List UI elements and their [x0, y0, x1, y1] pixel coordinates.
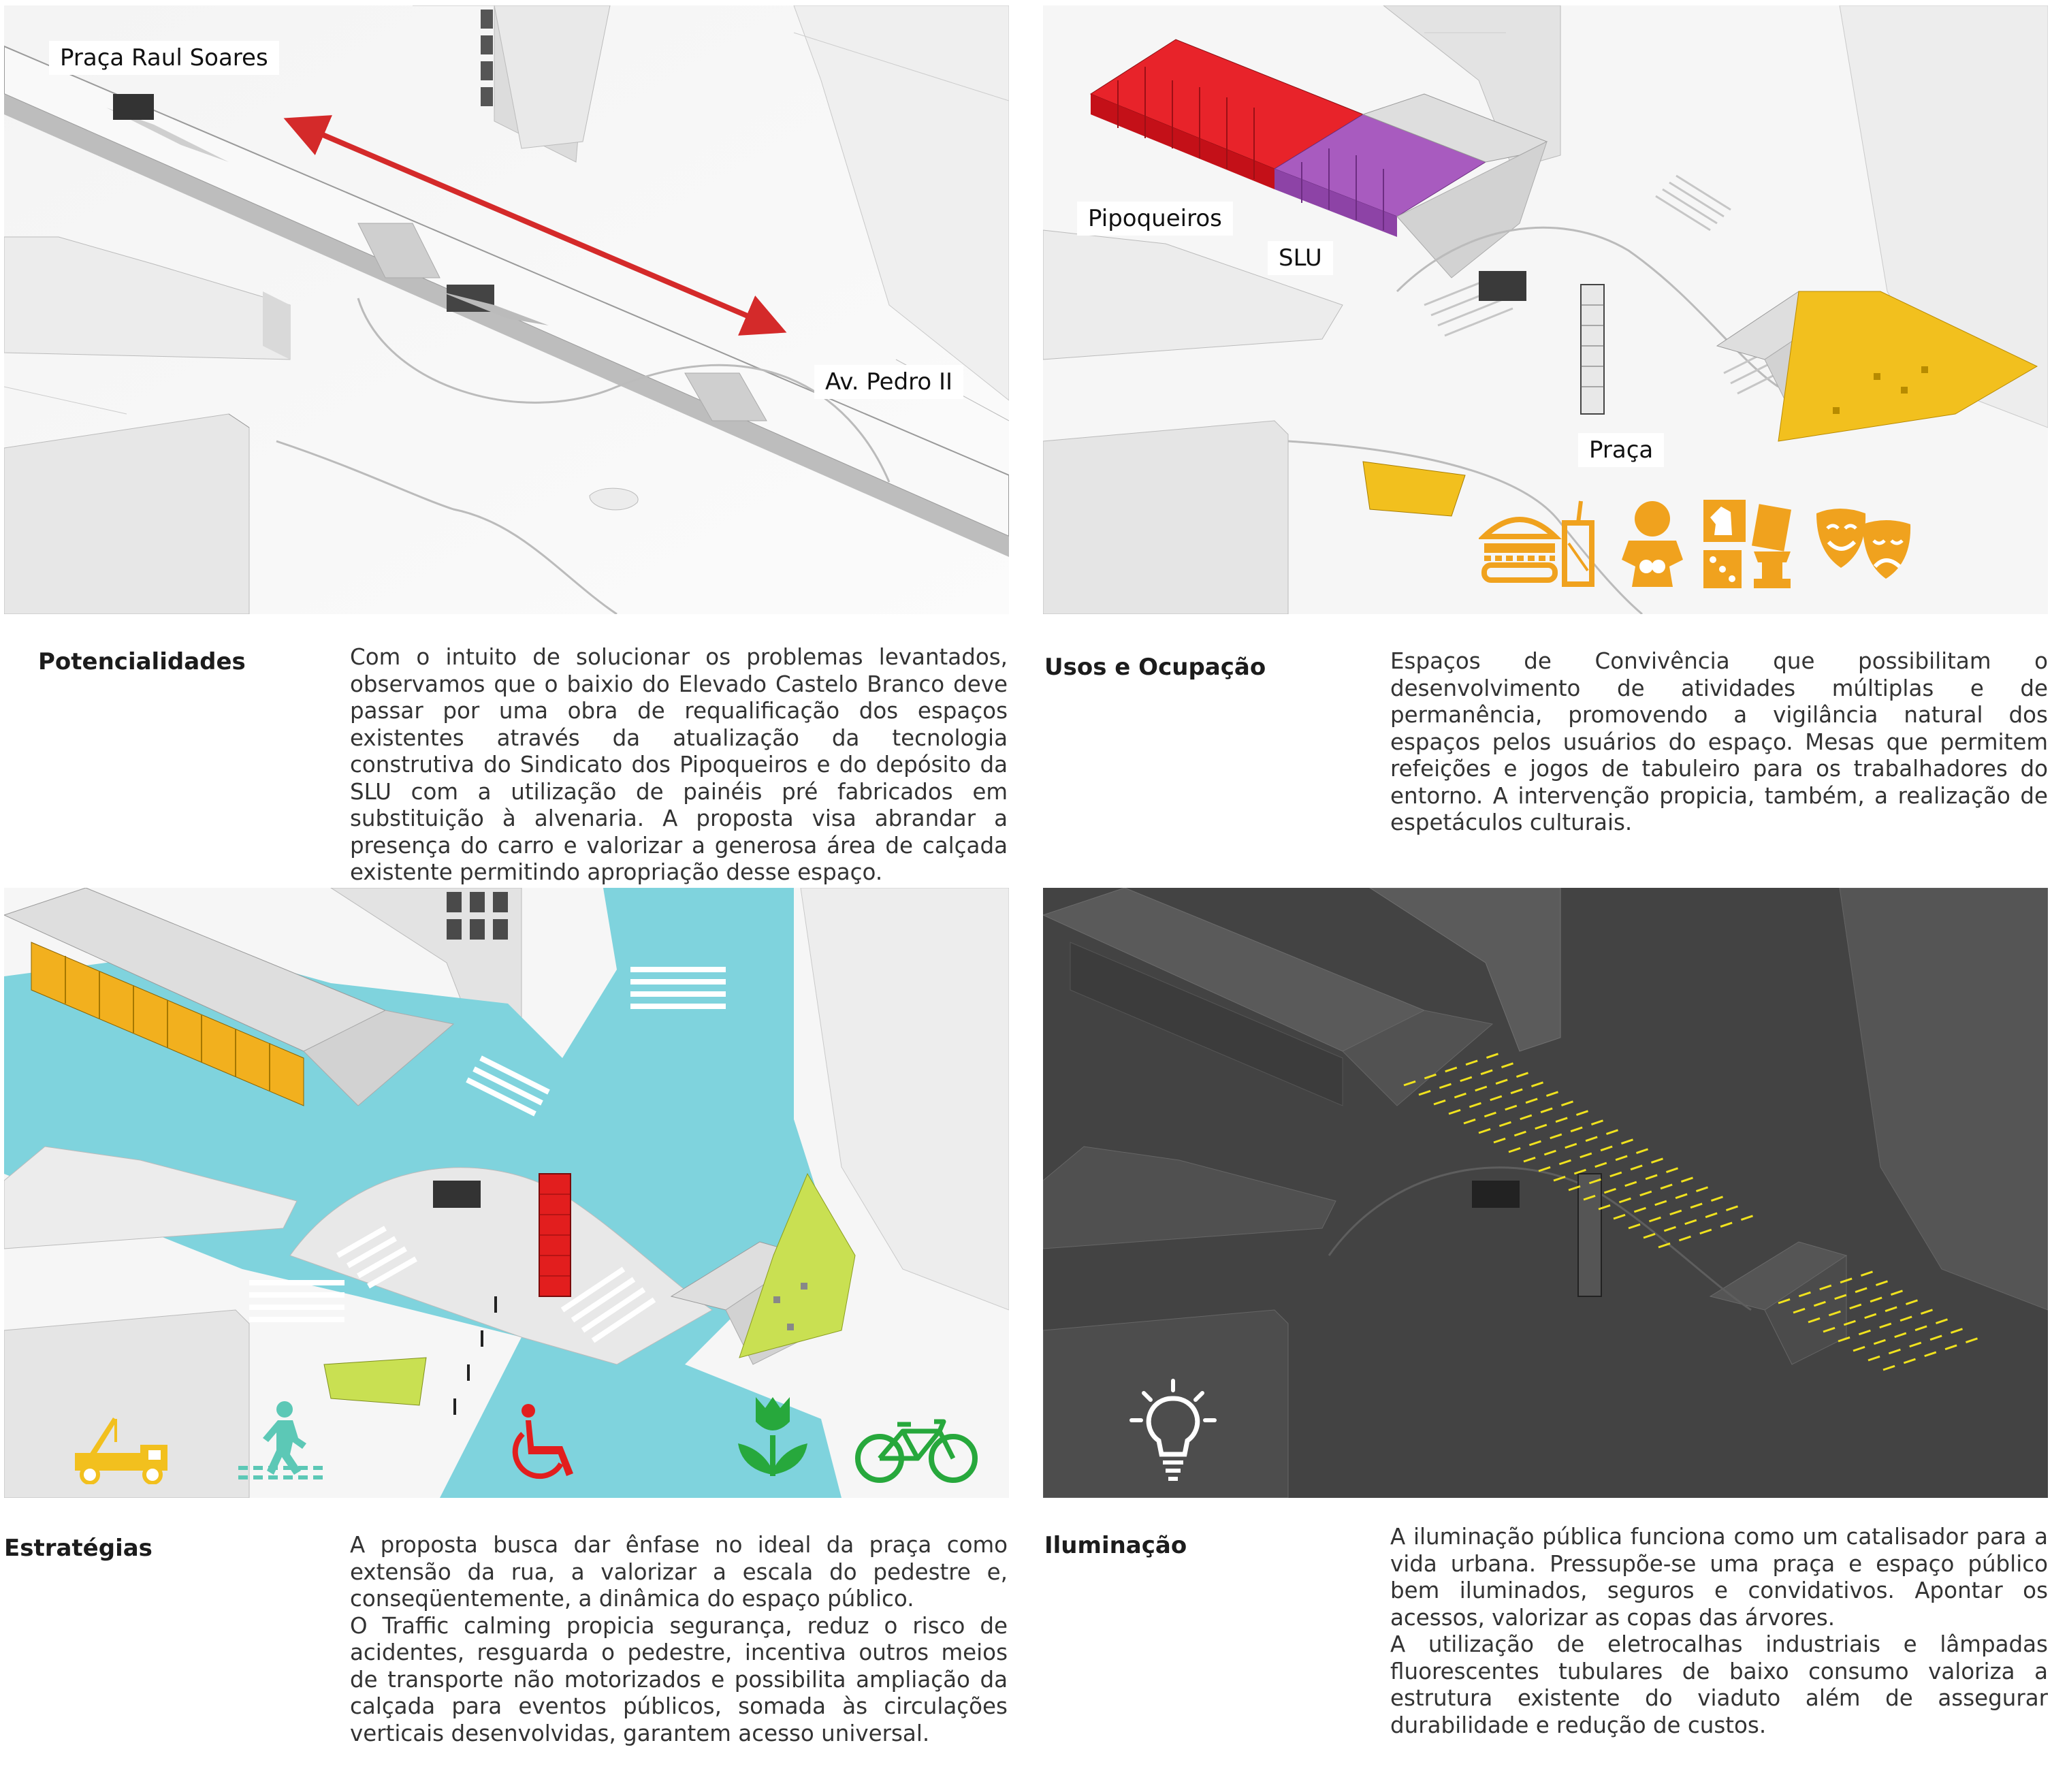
- text-potencialidades: [350, 644, 1008, 886]
- heading-potencialidades: Potencialidades: [38, 648, 246, 675]
- heading-estrategias: Estratégias: [4, 1535, 153, 1562]
- panel-iluminacao: [1043, 888, 2048, 1498]
- paragraph-usos-ocupacao: Espaços de Convivência que possibilitam o desenvolvimento de atividades múltiplas e de permanência, promovendo a vigilância natural dos espaços pelos usuários do espaço. Mesas que permitem refeições e jogos de tabuleiro para os trabalhadores do entorno. A intervenção propicia, também, a realização de espetáculos culturais.: [1390, 648, 2048, 835]
- viaduct-overview-render: [4, 5, 1009, 614]
- panel-estrategias: [4, 888, 1009, 1498]
- child-icon: [1615, 498, 1690, 591]
- paragraph-potencialidades: Com o intuito de solucionar os problemas levantados, observamos que o baixio do Elevado Castelo Branco deve passar por uma obra de requalificação dos espaços existentes através da atualização da tecnologia construtiva do Sindicato dos Pipoqueiros e do depósito da SLU com a utilização de painéis pré fabricados em substituição à alvenaria. A proposta visa abrandar a presença do carro e valorizar a generosa área de calçada existente permitindo apropriação desse espaço.: [350, 644, 1008, 885]
- heading-iluminacao: Iluminação: [1044, 1532, 1187, 1559]
- label-praca-raul-soares: Praça Raul Soares: [49, 41, 279, 75]
- theater-masks-icon: [1812, 504, 1914, 586]
- label-slu: SLU: [1268, 241, 1333, 275]
- lightbulb-icon: [1129, 1378, 1217, 1483]
- paragraph-estrategias-2: O Traffic calming propicia segurança, reduz o risco de acidentes, resguarda o pedestre, incentiva outros meios de transporte não motorizados e possibilita ampliação da calçada para eventos públicos, somada às circulações verticais desenvolvidas, garantem acesso universal.: [350, 1612, 1008, 1746]
- board-games-icon: [1701, 497, 1796, 592]
- crane-truck-icon: [72, 1412, 174, 1484]
- food-icon: [1479, 496, 1601, 591]
- estrategias-render: [4, 888, 1009, 1498]
- tulip-icon: [735, 1394, 810, 1482]
- label-pipoqueiros: Pipoqueiros: [1077, 202, 1233, 236]
- pedestrian-icon: [238, 1400, 327, 1482]
- panel-viaduct-overview: [4, 5, 1009, 614]
- wheelchair-icon: [508, 1403, 590, 1484]
- panel-usos-ocupacao: [1043, 5, 2048, 614]
- paragraph-estrategias-1: A proposta busca dar ênfase no ideal da praça como extensão da rua, a valorizar a escala do pedestre e, conseqüentemente, a dinâmica do espaço público.: [350, 1532, 1008, 1612]
- text-usos-ocupacao: [1390, 648, 2048, 837]
- text-estrategias: [350, 1532, 1008, 1747]
- paragraph-iluminacao-2: A utilização de eletrocalhas industriais e lâmpadas fluorescentes tubulares de baixo consumo valoriza a estrutura existente do viaduto além de assegurar durabilidade e redução de custos.: [1390, 1631, 2048, 1738]
- text-iluminacao: [1390, 1524, 2048, 1739]
- label-av-pedro-ii: Av. Pedro II: [814, 365, 963, 399]
- heading-usos-ocupacao: Usos e Ocupação: [1044, 654, 1266, 681]
- paragraph-iluminacao-1: A iluminação pública funciona como um catalisador para a vida urbana. Pressupõe-se uma praça e espaço público bem iluminados, seguros e convidativos. Apontar os acessos, valorizar as copas das árvores.: [1390, 1524, 2048, 1631]
- label-praca: Praça: [1578, 433, 1664, 467]
- bicycle-icon: [855, 1416, 978, 1484]
